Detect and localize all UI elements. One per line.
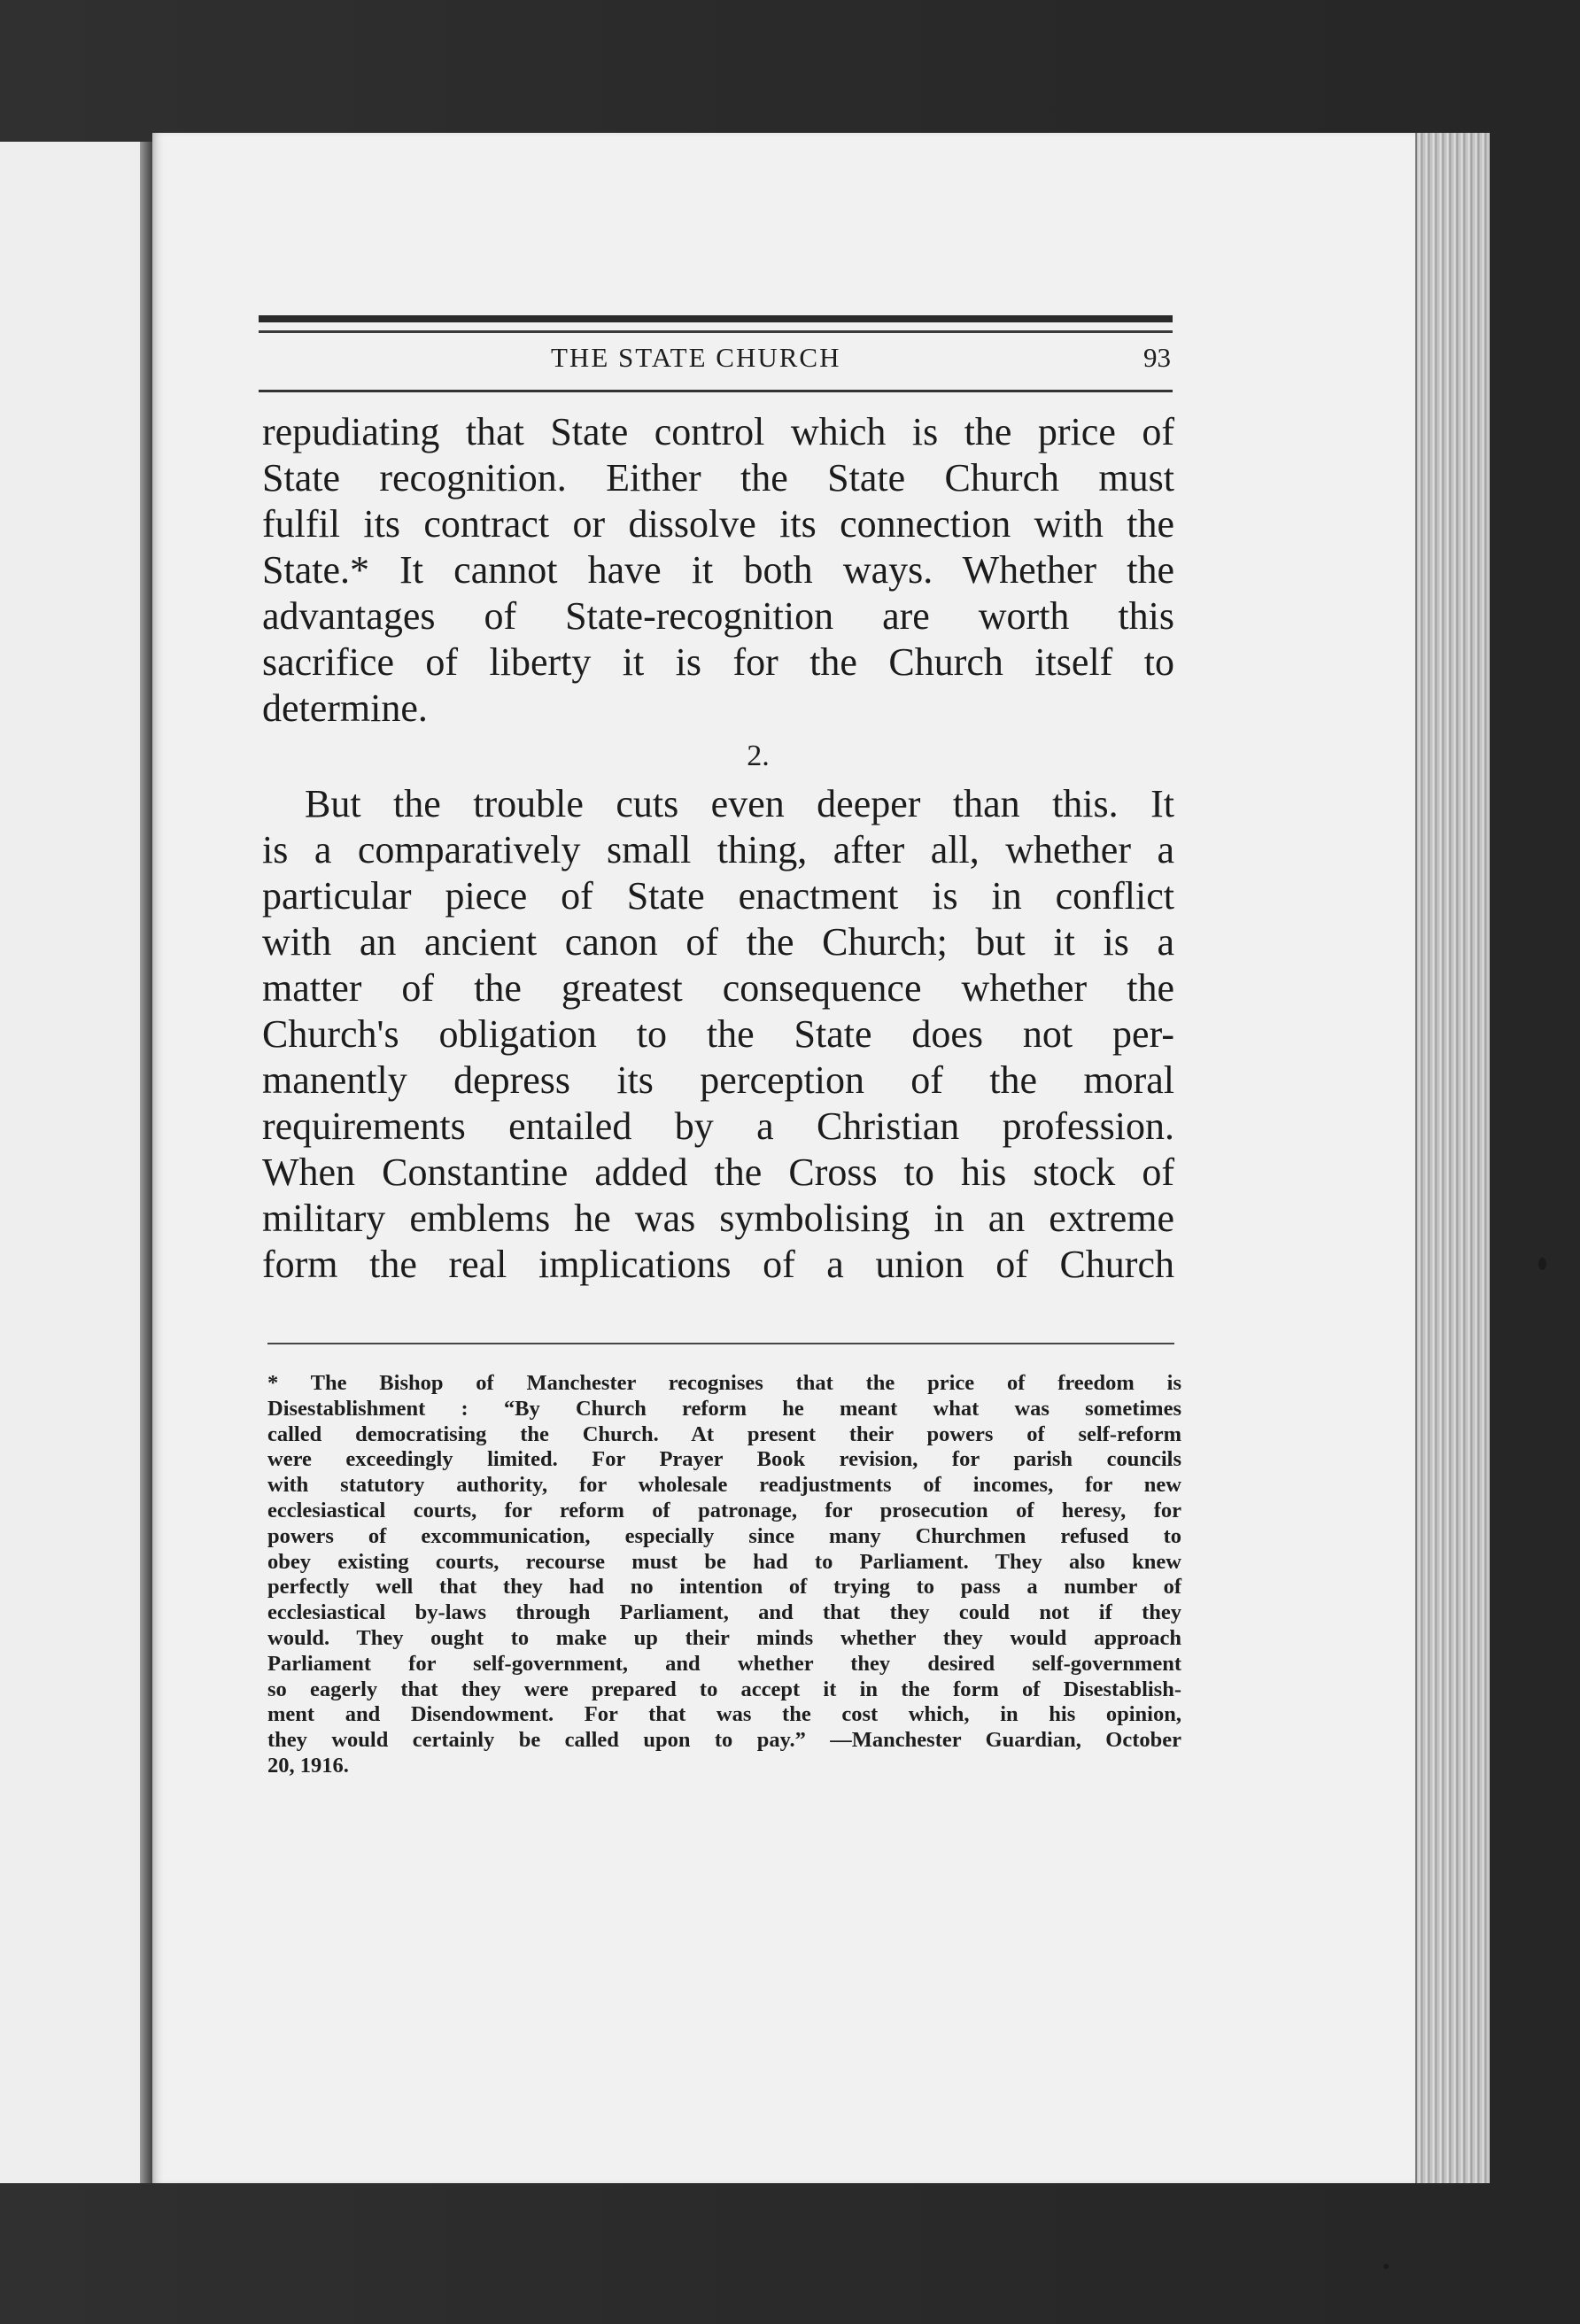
- text-line: State.* It cannot have it both ways. Whether the: [262, 548, 1174, 592]
- footnote-line: so eagerly that they were prepared to accept it in the form of Disestablish-: [267, 1677, 1181, 1701]
- page-stack-edge: [1415, 133, 1490, 2183]
- text-line: determine.: [262, 686, 428, 730]
- header-rule-thick: [259, 315, 1173, 322]
- footnote-line: * The Bishop of Manchester recognises that the price of freedom is: [267, 1371, 1181, 1395]
- text-line: military emblems he was symbolising in an extreme: [262, 1197, 1174, 1240]
- paragraph-1: [262, 409, 1174, 732]
- text-line: State recognition. Either the State Church must: [262, 456, 1174, 500]
- text-line: repudiating that State control which is the price of: [262, 410, 1174, 453]
- footnote-line: 20, 1916.: [267, 1753, 349, 1778]
- footnote: [267, 1371, 1181, 1779]
- header-rule-thin: [259, 330, 1173, 333]
- page-number: 93: [1143, 342, 1171, 373]
- footnote-line: powers of excommunication, especially since many Churchmen refused to: [267, 1523, 1181, 1548]
- footnote-rule: [267, 1343, 1174, 1344]
- running-title: THE STATE CHURCH: [551, 342, 841, 373]
- text-line: fulfil its contract or dissolve its connection with the: [262, 502, 1174, 546]
- scan-speck: [1383, 2264, 1389, 2269]
- text-line: But the trouble cuts even deeper than this. It: [305, 782, 1174, 825]
- footnote-line: perfectly well that they had no intention of trying to pass a number of: [267, 1575, 1181, 1600]
- text-line: sacrifice of liberty it is for the Church itself to: [262, 640, 1174, 684]
- footnote-line: called democratising the Church. At present their powers of self-reform: [267, 1422, 1181, 1446]
- section-number: 2.: [747, 740, 770, 772]
- text-line: Church's obligation to the State does not per-: [262, 1012, 1174, 1056]
- footnote-line: they would certainly be called upon to pay.” —Manchester Guardian, October: [267, 1728, 1181, 1753]
- running-head: [259, 338, 1173, 381]
- footnote-line: were exceedingly limited. For Prayer Book revision, for parish councils: [267, 1447, 1181, 1472]
- scan-speck: [1538, 1258, 1546, 1270]
- facing-page-edge: [0, 142, 158, 2183]
- footnote-line: ment and Disendowment. For that was the cost which, in his opinion,: [267, 1702, 1181, 1727]
- text-line: advantages of State-recognition are worth this: [262, 594, 1174, 638]
- body-text: [262, 409, 1174, 1288]
- text-line: matter of the greatest consequence whether the: [262, 966, 1174, 1010]
- text-line: particular piece of State enactment is in conflict: [262, 874, 1174, 918]
- footnote-line: Parliament for self-government, and whether they desired self-government: [267, 1651, 1181, 1676]
- text-line: When Constantine added the Cross to his stock of: [262, 1150, 1174, 1194]
- text-line: form the real implications of a union of Church: [262, 1243, 1174, 1286]
- text-line: manently depress its perception of the moral: [262, 1058, 1174, 1102]
- footnote-line: with statutory authority, for wholesale readjustments of incomes, for new: [267, 1473, 1181, 1498]
- text-line: with an ancient canon of the Church; but it is a: [262, 920, 1174, 964]
- footnote-line: would. They ought to make up their minds whether they would approach: [267, 1625, 1181, 1650]
- paragraph-2: [262, 781, 1174, 1288]
- footnote-line: Disestablishment : “By Church reform he meant what was sometimes: [267, 1396, 1181, 1421]
- text-line: is a comparatively small thing, after all, whether a: [262, 828, 1174, 872]
- header-rule-bottom: [259, 390, 1173, 392]
- text-line: requirements entailed by a Christian profession.: [262, 1104, 1174, 1148]
- footnote-line: obey existing courts, recourse must be had to Parliament. They also knew: [267, 1549, 1181, 1574]
- footnote-line: ecclesiastical courts, for reform of patronage, for prosecution of heresy, for: [267, 1498, 1181, 1522]
- footnote-line: ecclesiastical by-laws through Parliament, and that they could not if they: [267, 1600, 1181, 1625]
